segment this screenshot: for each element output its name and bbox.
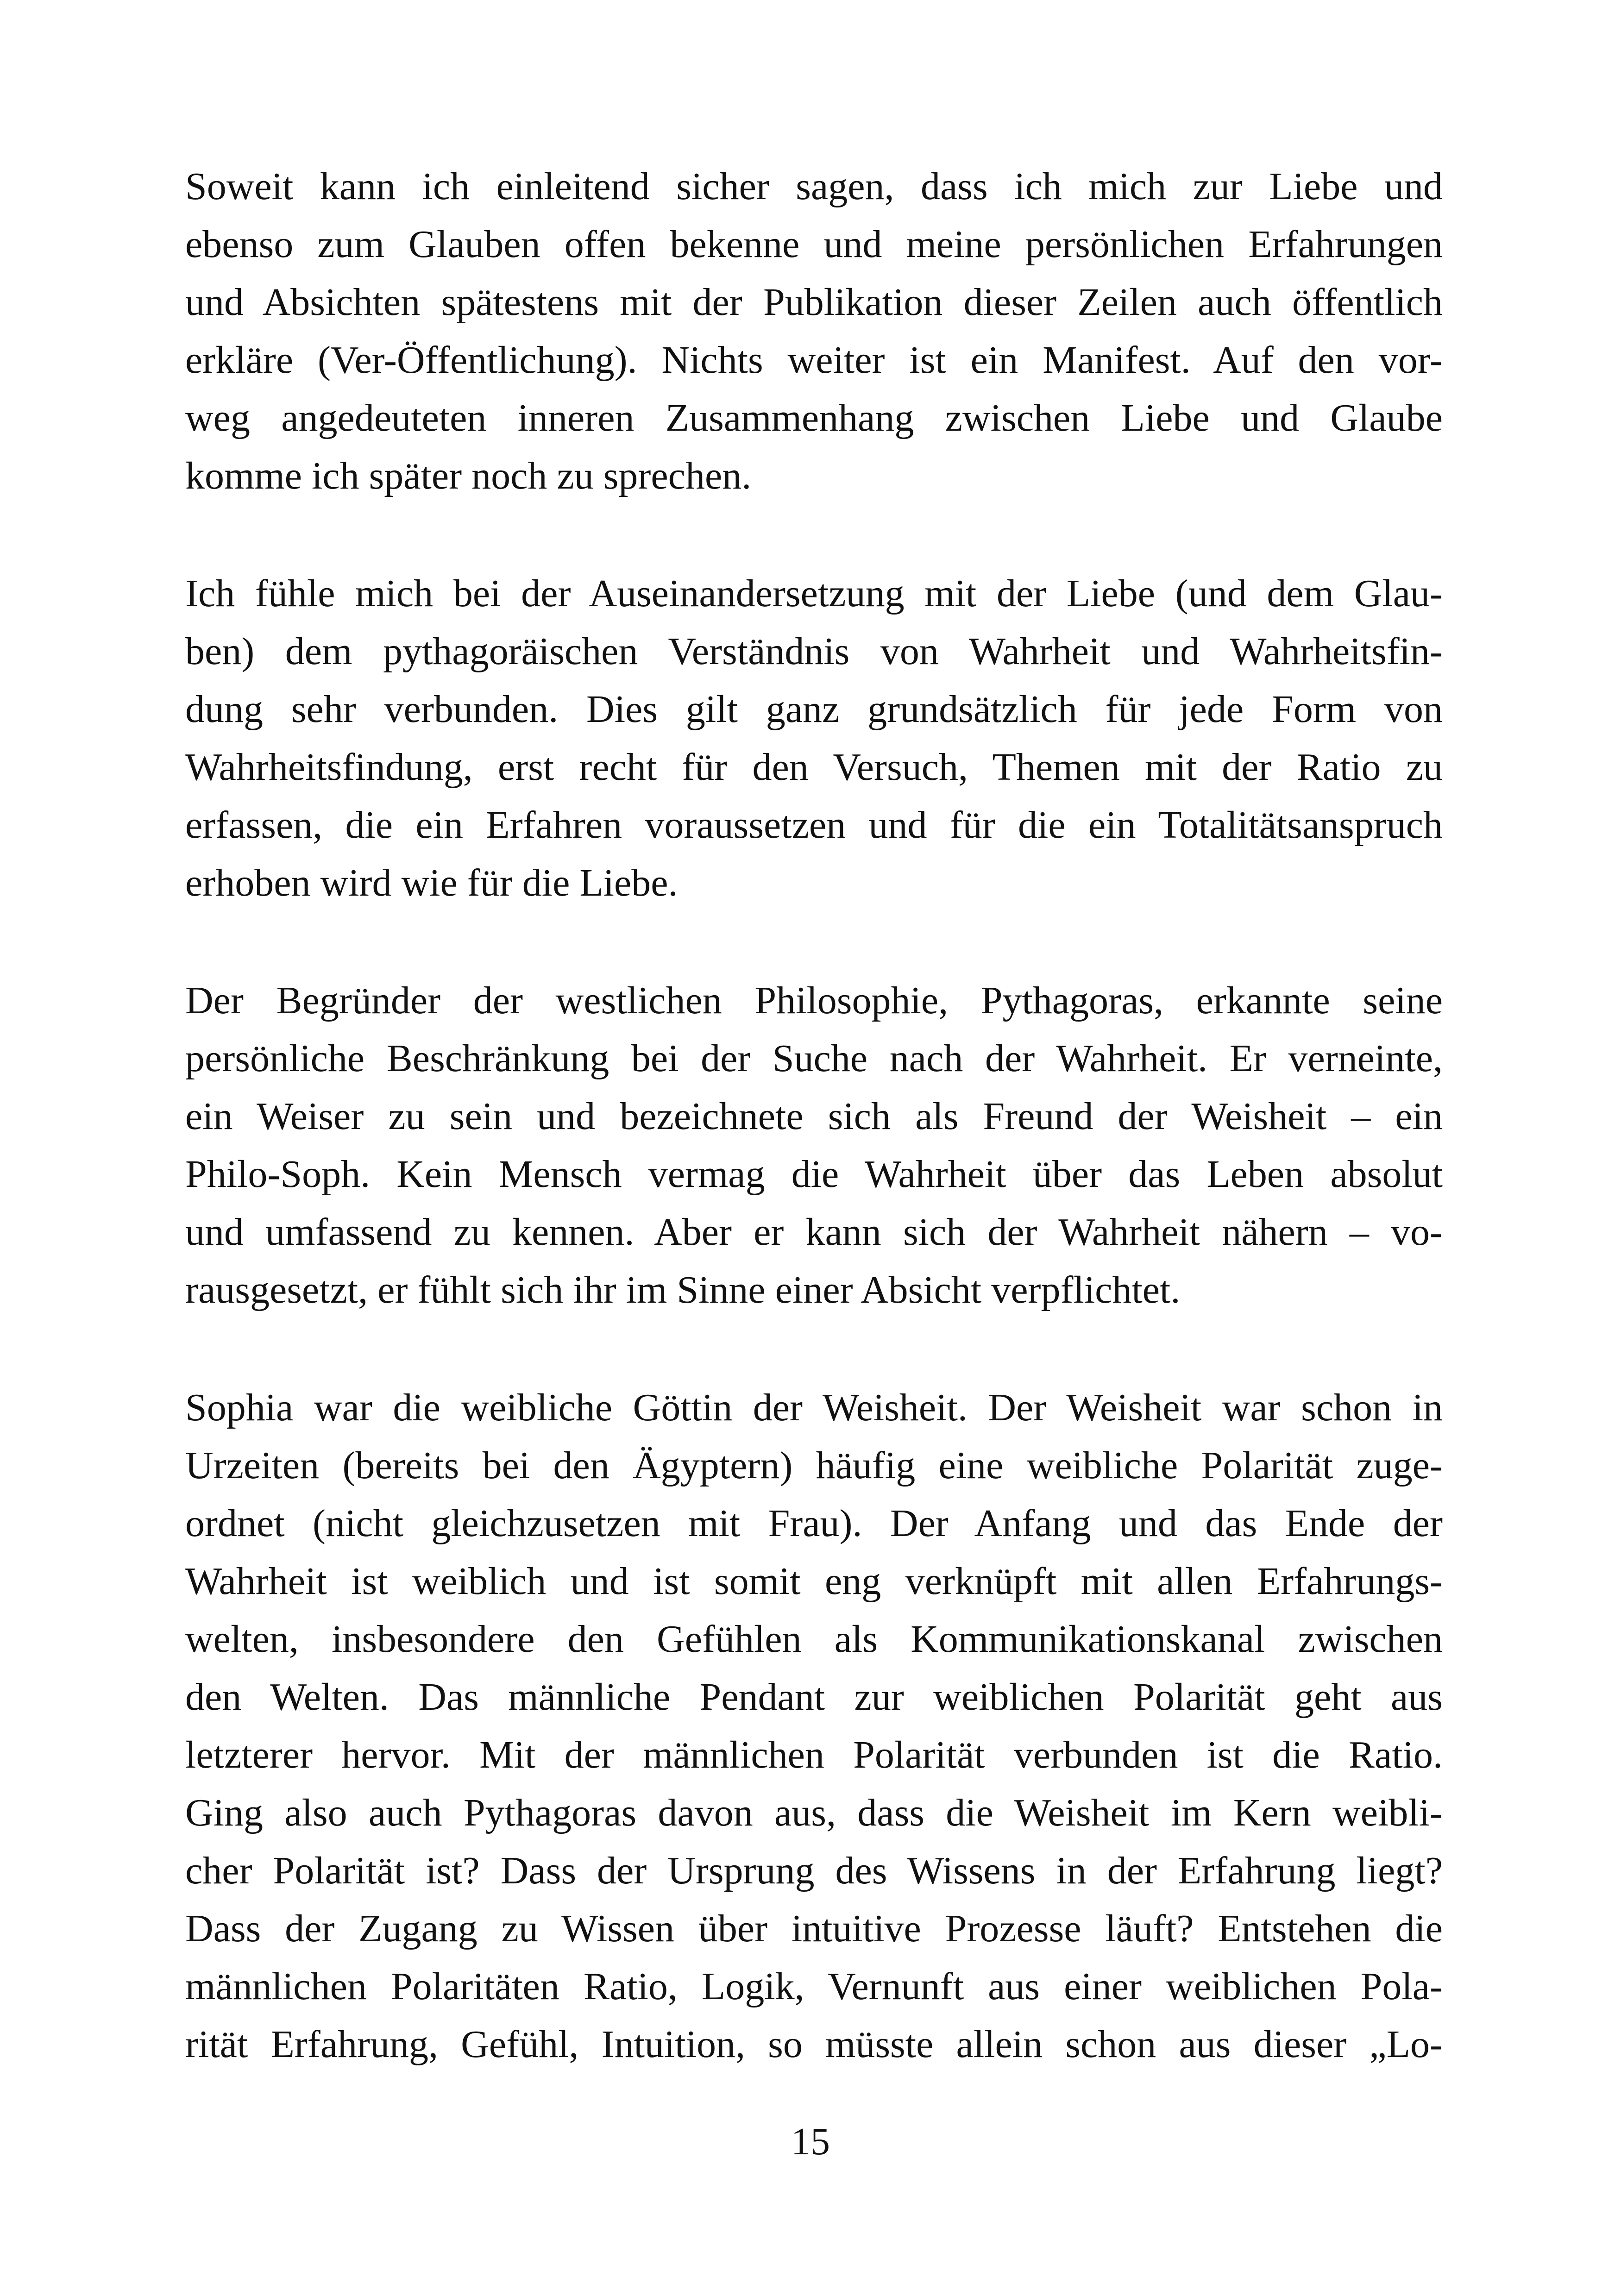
paragraph xyxy=(185,565,1443,912)
text-line: Soweit kann ich einleitend sicher sagen, dass ich mich zur Liebe und xyxy=(185,165,1443,208)
text-line: erkläre (Ver-Öffentlichung). Nichts weiter ist ein Manifest. Auf den vor- xyxy=(185,339,1443,382)
text-line: und Absichten spätestens mit der Publikation dieser Zeilen auch öffentlich xyxy=(185,281,1443,324)
text-line: dung sehr verbunden. Dies gilt ganz grundsätzlich für jede Form von xyxy=(185,688,1443,731)
text-line: cher Polarität ist? Dass der Ursprung des Wissens in der Erfahrung liegt? xyxy=(185,1849,1443,1892)
text-line: rität Erfahrung, Gefühl, Intuition, so müsste allein schon aus dieser „Lo- xyxy=(185,2023,1443,2066)
paragraph xyxy=(185,157,1443,505)
text-line: komme ich später noch zu sprechen. xyxy=(185,454,752,497)
text-line: ben) dem pythagoräischen Verständnis von Wahrheit und Wahrheitsfin- xyxy=(185,630,1443,673)
text-line: Der Begründer der westlichen Philosophie, Pythagoras, erkannte seine xyxy=(185,979,1443,1022)
text-line: Wahrheit ist weiblich und ist somit eng verknüpft mit allen Erfahrungs- xyxy=(185,1560,1443,1603)
text-line: rausgesetzt, er fühlt sich ihr im Sinne einer Absicht verpflichtet. xyxy=(185,1268,1181,1311)
text-line: ein Weiser zu sein und bezeichnete sich als Freund der Weisheit – ein xyxy=(185,1095,1443,1138)
text-line: Philo-Soph. Kein Mensch vermag die Wahrheit über das Leben absolut xyxy=(185,1153,1443,1196)
text-line: Wahrheitsfindung, erst recht für den Versuch, Themen mit der Ratio zu xyxy=(185,746,1443,789)
text-line: erhoben wird wie für die Liebe. xyxy=(185,861,678,904)
text-line: ordnet (nicht gleichzusetzen mit Frau). Der Anfang und das Ende der xyxy=(185,1502,1443,1545)
page-body xyxy=(185,157,1443,2133)
text-line: den Welten. Das männliche Pendant zur weiblichen Polarität geht aus xyxy=(185,1675,1443,1719)
text-line: erfassen, die ein Erfahren voraussetzen und für die ein Totalitätsanspruch xyxy=(185,803,1443,847)
text-line: Dass der Zugang zu Wissen über intuitive Prozesse läuft? Entstehen die xyxy=(185,1907,1443,1950)
text-line: welten, insbesondere den Gefühlen als Kommunikationskanal zwischen xyxy=(185,1618,1443,1661)
text-line: weg angedeuteten inneren Zusammenhang zwischen Liebe und Glaube xyxy=(185,396,1443,439)
paragraph xyxy=(185,972,1443,1319)
text-line: ebenso zum Glauben offen bekenne und meine persönlichen Erfahrungen xyxy=(185,223,1443,266)
text-line: männlichen Polaritäten Ratio, Logik, Vernunft aus einer weiblichen Pola- xyxy=(185,1965,1443,2008)
text-line: und umfassend zu kennen. Aber er kann sich der Wahrheit nähern – vo- xyxy=(185,1211,1443,1254)
text-line: letzterer hervor. Mit der männlichen Polarität verbunden ist die Ratio. xyxy=(185,1733,1443,1776)
paragraph xyxy=(185,1379,1443,2073)
text-line: persönliche Beschränkung bei der Suche nach der Wahrheit. Er verneinte, xyxy=(185,1037,1443,1080)
text-line: Ging also auch Pythagoras davon aus, dass die Weisheit im Kern weibli- xyxy=(185,1791,1443,1834)
text-line: Urzeiten (bereits bei den Ägyptern) häufig eine weibliche Polarität zuge- xyxy=(185,1444,1443,1487)
page-number: 15 xyxy=(791,2120,830,2163)
text-line: Sophia war die weibliche Göttin der Weisheit. Der Weisheit war schon in xyxy=(185,1386,1443,1429)
text-line: Ich fühle mich bei der Auseinandersetzung mit der Liebe (und dem Glau- xyxy=(185,572,1443,615)
